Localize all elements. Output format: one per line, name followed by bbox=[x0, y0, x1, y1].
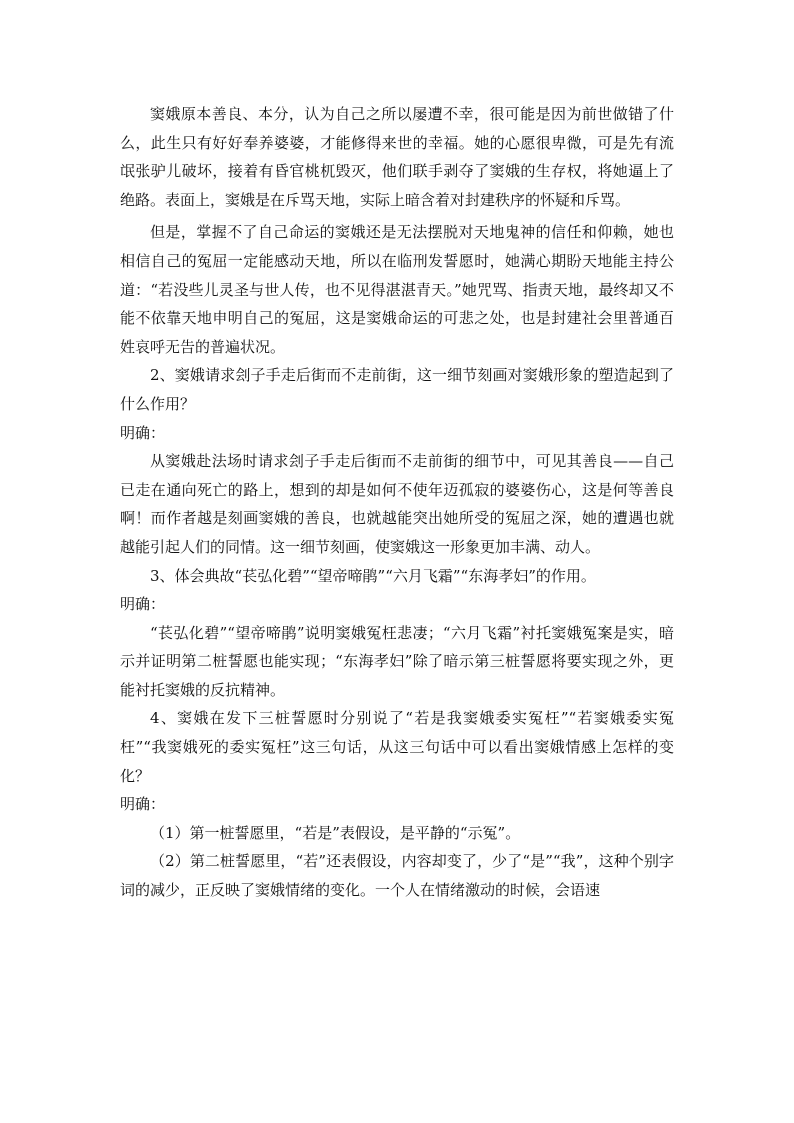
answer-3-label: 明确： bbox=[120, 595, 166, 614]
paragraph-analysis-2: 但是，掌握不了自己命运的窦娥还是无法摆脱对天地鬼神的信任和仰赖，她也相信自己的冤屈一定能感动天地，所以在临刑发誓愿时，她满心期盼天地能主持公道：“若没些儿灵圣与世人传，也不见得湛湛青天。”她咒骂、指责天地，最终却又不能不依靠天地申明自己的冤屈，这是窦娥命运的可悲之处，也是封建社会里普通百姓哀呼无告的普遍状况。 bbox=[120, 223, 674, 356]
answer-4-item-2: （2）第二桩誓愿里，“若”还表假设，内容却变了，少了“是”“我”，这种个别字词的减少，正反映了窦娥情绪的变化。一个人在情绪激动的时候，会语速 bbox=[120, 852, 674, 900]
answer-4-item-1: （1）第一桩誓愿里，“若是”表假设，是平静的“示冤”。 bbox=[150, 823, 521, 842]
answer-3: “苌弘化碧”“望帝啼鹃”说明窦娥冤枉悲凄；“六月飞霜”衬托窦娥冤案是实，暗示并证明第二桩誓愿也能实现；“东海孝妇”除了暗示第三桩誓愿将要实现之外，更能衬托窦娥的反抗精神。 bbox=[120, 623, 674, 699]
paragraph-analysis-1: 窦娥原本善良、本分，认为自己之所以屡遭不幸，很可能是因为前世做错了什么，此生只有好好奉养婆婆，才能修得来世的幸福。她的心愿很卑微，可是先有流氓张驴儿破坏，接着有昏官桃杌毁灭，他们联手剥夺了窦娥的生存权，将她逼上了绝路。表面上，窦娥是在斥骂天地，实际上暗含着对封建秩序的怀疑和斥骂。 bbox=[120, 105, 674, 209]
question-4: 4、窦娥在发下三桩誓愿时分别说了“若是我窦娥委实冤枉”“若窦娥委实冤枉”“我窦娥死的委实冤枉”这三句话，从这三句话中可以看出窦娥情感上怎样的变化？ bbox=[120, 709, 674, 785]
answer-2: 从窦娥赴法场时请求刽子手走后街而不走前街的细节中，可见其善良——自己已走在通向死亡的路上，想到的却是如何不使年迈孤寂的婆婆伤心，这是何等善良啊！而作者越是刻画窦娥的善良，也就越能突出她所受的冤屈之深，她的遭遇也就越能引起人们的同情。这一细节刻画，使窦娥这一形象更加丰满、动人。 bbox=[120, 452, 674, 556]
question-3: 3、体会典故“苌弘化碧”“望帝啼鹃”“六月飞霜”“东海孝妇”的作用。 bbox=[150, 566, 596, 585]
question-2: 2、窦娥请求刽子手走后街而不走前街，这一细节刻画对窦娥形象的塑造起到了什么作用？ bbox=[120, 366, 674, 413]
answer-4-label: 明确： bbox=[120, 795, 166, 814]
answer-2-label: 明确： bbox=[120, 423, 166, 442]
